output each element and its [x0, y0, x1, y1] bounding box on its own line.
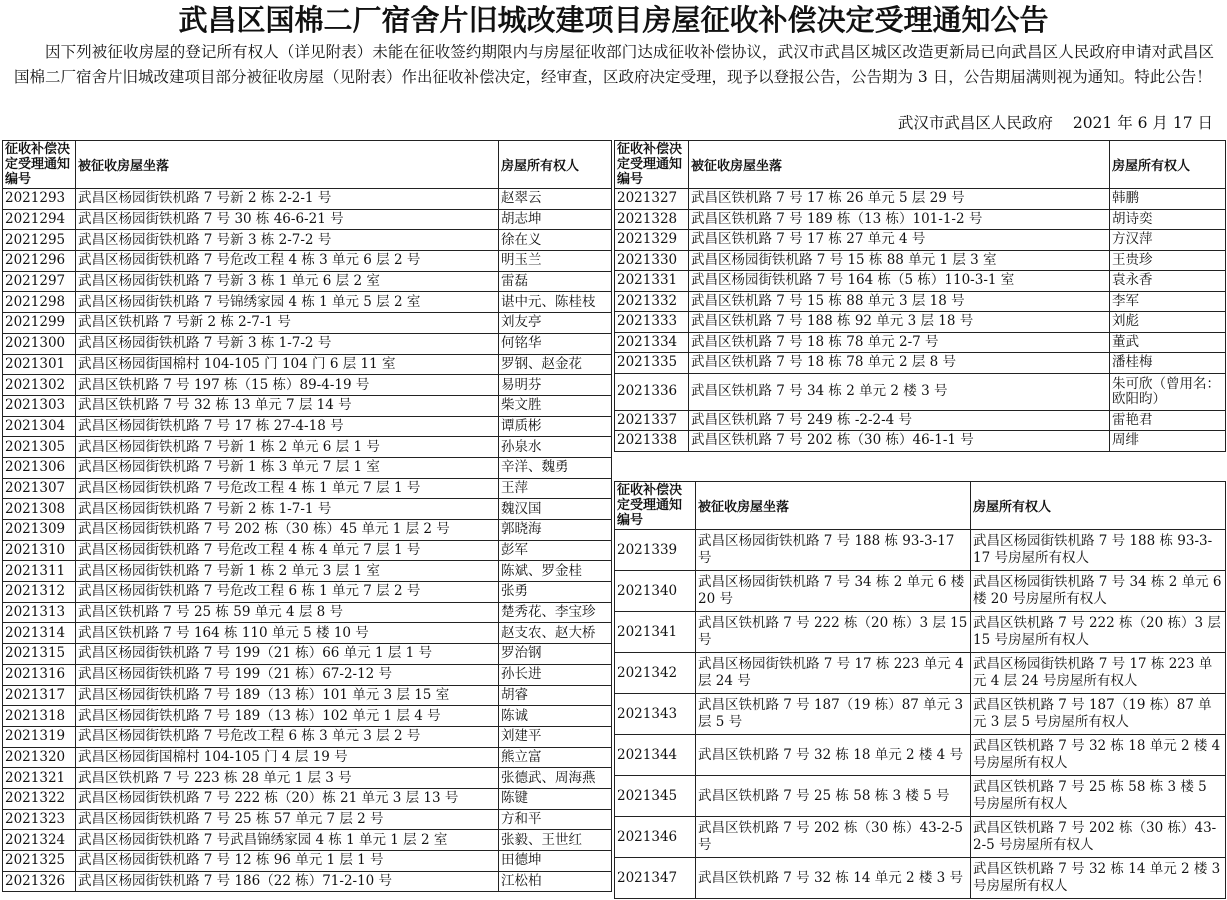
cell-owner: 张德武、周海燕 [499, 768, 612, 789]
cell-id: 2021344 [615, 735, 696, 776]
cell-owner: 刘彪 [1110, 312, 1226, 333]
cell-location: 武昌区铁机路 7 号 18 栋 78 单元 2 层 8 号 [689, 353, 1110, 374]
cell-id: 2021338 [615, 431, 689, 452]
table-row [3, 520, 612, 541]
table-row [3, 871, 612, 892]
cell-id: 2021315 [3, 644, 76, 665]
cell-location: 武昌区铁机路 7 号 202 栋（30 栋）46-1-1 号 [689, 431, 1110, 452]
cell-owner: 徐在义 [499, 230, 612, 251]
table-row [3, 706, 612, 727]
cell-location: 武昌区杨园街铁机路 7 号新 2 栋 1-7-1 号 [76, 499, 499, 520]
cell-owner: 武昌区铁机路 7 号 187（19 栋）87 单元 3 层 5 号房屋所有权人 [971, 694, 1226, 735]
header-location: 被征收房屋坐落 [76, 141, 499, 189]
cell-id: 2021319 [3, 726, 76, 747]
cell-id: 2021307 [3, 478, 76, 499]
cell-id: 2021299 [3, 313, 76, 334]
cell-location: 武昌区铁机路 7 号 32 栋 14 单元 2 楼 3 号 [696, 858, 971, 899]
cell-owner: 李军 [1110, 291, 1226, 312]
cell-location: 武昌区杨园街铁机路 7 号 199（21 栋）67-2-12 号 [76, 664, 499, 685]
cell-owner: 辛洋、魏勇 [499, 457, 612, 478]
cell-owner: 明玉兰 [499, 251, 612, 272]
cell-location: 武昌区杨园街铁机路 7 号锦绣家园 4 栋 1 单元 5 层 2 室 [76, 292, 499, 313]
cell-owner: 韩鹏 [1110, 189, 1226, 210]
cell-owner: 陈斌、罗金桂 [499, 561, 612, 582]
compensation-table-middle [614, 140, 1226, 452]
signature [878, 112, 1213, 134]
cell-owner: 武昌区杨园街铁机路 7 号 34 栋 2 单元 6 楼 20 号房屋所有权人 [971, 571, 1226, 612]
cell-owner: 武昌区杨园街铁机路 7 号 17 栋 223 单元 4 层 24 号房屋所有权人 [971, 653, 1226, 694]
table-row [615, 776, 1226, 817]
cell-owner: 周绯 [1110, 431, 1226, 452]
table-row [3, 582, 612, 603]
cell-owner: 武昌区铁机路 7 号 32 栋 14 单元 2 楼 3 号房屋所有权人 [971, 858, 1226, 899]
table-row [3, 189, 612, 210]
cell-id: 2021309 [3, 520, 76, 541]
cell-owner: 张毅、王世红 [499, 830, 612, 851]
compensation-table-left [2, 140, 612, 892]
cell-id: 2021296 [3, 251, 76, 272]
cell-location: 武昌区铁机路 7 号 189 栋（13 栋）101-1-2 号 [689, 209, 1110, 230]
cell-id: 2021326 [3, 871, 76, 892]
cell-location: 武昌区铁机路 7 号 197 栋（15 栋）89-4-19 号 [76, 375, 499, 396]
cell-location: 武昌区杨园街铁机路 7 号 15 栋 88 单元 1 层 3 室 [689, 250, 1110, 271]
cell-owner: 陈诚 [499, 706, 612, 727]
table-row [3, 375, 612, 396]
cell-id: 2021294 [3, 209, 76, 230]
cell-owner: 张勇 [499, 582, 612, 603]
cell-owner: 熊立富 [499, 747, 612, 768]
cell-id: 2021301 [3, 354, 76, 375]
cell-owner: 胡睿 [499, 685, 612, 706]
header-owner: 房屋所有权人 [1110, 141, 1226, 189]
cell-id: 2021328 [615, 209, 689, 230]
cell-location: 武昌区杨园街铁机路 7 号危改工程 6 栋 3 单元 3 层 2 号 [76, 726, 499, 747]
cell-location: 武昌区铁机路 7 号 32 栋 13 单元 7 层 14 号 [76, 395, 499, 416]
table-row [3, 230, 612, 251]
notice-body: 因下列被征收房屋的登记所有权人（详见附表）未能在征收签约期限内与房屋征收部门达成征收补偿协议，武汉市武昌区城区改造更新局已向武昌区人民政府申请对武昌区国棉二厂宿舍片旧城改建项目部分被征收房屋（见附表）作出征收补偿决定，经审查，区政府决定受理，现予以登报公告，公告期为 3 日，公告期届满则视为通知。特此公告！ [14, 43, 1214, 86]
cell-owner: 魏汉国 [499, 499, 612, 520]
cell-location: 武昌区铁机路 7 号 25 栋 58 栋 3 楼 5 号 [696, 776, 971, 817]
cell-location: 武昌区杨园街铁机路 7 号新 3 栋 1-7-2 号 [76, 333, 499, 354]
cell-location: 武昌区杨园街铁机路 7 号 189（13 栋）101 单元 3 层 15 室 [76, 685, 499, 706]
table-row [3, 644, 612, 665]
cell-owner: 潘桂梅 [1110, 353, 1226, 374]
cell-location: 武昌区杨园街铁机路 7 号 25 栋 57 单元 7 层 2 号 [76, 809, 499, 830]
issue-date: 2021 年 6 月 17 日 [1072, 114, 1213, 132]
table-row [615, 373, 1226, 410]
table-row [3, 251, 612, 272]
cell-id: 2021325 [3, 851, 76, 872]
cell-owner: 江松柏 [499, 871, 612, 892]
cell-owner: 楚秀花、李宝珍 [499, 602, 612, 623]
cell-id: 2021324 [3, 830, 76, 851]
table-row [615, 571, 1226, 612]
cell-location: 武昌区铁机路 7 号 164 栋 110 单元 5 楼 10 号 [76, 623, 499, 644]
table-row [615, 332, 1226, 353]
cell-location: 武昌区杨园街铁机路 7 号新 1 栋 2 单元 6 层 1 号 [76, 437, 499, 458]
cell-location: 武昌区杨园街铁机路 7 号 164 栋（5 栋）110-3-1 室 [689, 271, 1110, 292]
cell-id: 2021329 [615, 230, 689, 251]
cell-owner: 雷磊 [499, 271, 612, 292]
table-row [3, 209, 612, 230]
cell-owner: 何铭华 [499, 333, 612, 354]
cell-id: 2021322 [3, 788, 76, 809]
table-row [615, 250, 1226, 271]
cell-owner: 彭军 [499, 540, 612, 561]
cell-id: 2021313 [3, 602, 76, 623]
cell-id: 2021311 [3, 561, 76, 582]
cell-owner: 罗钢、赵金花 [499, 354, 612, 375]
cell-location: 武昌区铁机路 7 号 202 栋（30 栋）43-2-5 号 [696, 817, 971, 858]
cell-location: 武昌区杨园街铁机路 7 号 202 栋（30 栋）45 单元 1 层 2 号 [76, 520, 499, 541]
table-row [3, 395, 612, 416]
cell-owner: 孙长进 [499, 664, 612, 685]
cell-location: 武昌区杨园街铁机路 7 号 189（13 栋）102 单元 1 层 4 号 [76, 706, 499, 727]
table-row [3, 809, 612, 830]
header-id: 征收补偿决定受理通知编号 [3, 141, 76, 189]
cell-owner: 武昌区铁机路 7 号 222 栋（20 栋）3 层 15 号房屋所有权人 [971, 612, 1226, 653]
cell-id: 2021303 [3, 395, 76, 416]
table-row [615, 353, 1226, 374]
cell-id: 2021330 [615, 250, 689, 271]
cell-owner: 谭质彬 [499, 416, 612, 437]
cell-location: 武昌区杨园街铁机路 7 号危改工程 6 栋 1 单元 7 层 2 号 [76, 582, 499, 603]
cell-owner: 王贵珍 [1110, 250, 1226, 271]
cell-owner: 袁永香 [1110, 271, 1226, 292]
cell-owner: 武昌区铁机路 7 号 202 栋（30 栋）43-2-5 号房屋所有权人 [971, 817, 1226, 858]
cell-owner: 武昌区铁机路 7 号 32 栋 18 单元 2 楼 4 号房屋所有权人 [971, 735, 1226, 776]
table-row [3, 313, 612, 334]
header-location: 被征收房屋坐落 [696, 482, 971, 530]
table-row [3, 333, 612, 354]
cell-id: 2021347 [615, 858, 696, 899]
cell-id: 2021343 [615, 694, 696, 735]
table-header-row [3, 141, 612, 189]
header-owner: 房屋所有权人 [499, 141, 612, 189]
table-header-row [615, 482, 1226, 530]
table-row [615, 291, 1226, 312]
cell-owner: 孙泉水 [499, 437, 612, 458]
cell-owner: 刘建平 [499, 726, 612, 747]
cell-location: 武昌区铁机路 7 号 25 栋 59 单元 4 层 8 号 [76, 602, 499, 623]
table-row [3, 416, 612, 437]
cell-location: 武昌区铁机路 7 号 34 栋 2 单元 2 楼 3 号 [689, 373, 1110, 410]
cell-location: 武昌区铁机路 7 号 17 栋 27 单元 4 号 [689, 230, 1110, 251]
cell-location: 武昌区铁机路 7 号 223 栋 28 单元 1 层 3 号 [76, 768, 499, 789]
table-row [3, 768, 612, 789]
cell-owner: 谌中元、陈桂枝 [499, 292, 612, 313]
table-row [615, 817, 1226, 858]
cell-id: 2021335 [615, 353, 689, 374]
cell-id: 2021293 [3, 189, 76, 210]
table-row [3, 685, 612, 706]
table-row [3, 499, 612, 520]
notice-title: 武昌区国棉二厂宿舍片旧城改建项目房屋征收补偿决定受理通知公告 [178, 3, 1049, 37]
cell-owner: 易明芬 [499, 375, 612, 396]
cell-location: 武昌区杨园街国棉村 104-105 门 4 层 19 号 [76, 747, 499, 768]
cell-location: 武昌区杨园街铁机路 7 号 12 栋 96 单元 1 层 1 号 [76, 851, 499, 872]
cell-owner: 武昌区铁机路 7 号 25 栋 58 栋 3 楼 5 号房屋所有权人 [971, 776, 1226, 817]
table-row [615, 694, 1226, 735]
cell-location: 武昌区铁机路 7 号 222 栋（20 栋）3 层 15 号 [696, 612, 971, 653]
cell-location: 武昌区铁机路 7 号 187（19 栋）87 单元 3 层 5 号 [696, 694, 971, 735]
table-row [615, 431, 1226, 452]
cell-location: 武昌区杨园街铁机路 7 号武昌锦绣家园 4 栋 1 单元 1 层 2 室 [76, 830, 499, 851]
cell-id: 2021298 [3, 292, 76, 313]
cell-id: 2021297 [3, 271, 76, 292]
cell-id: 2021308 [3, 499, 76, 520]
cell-id: 2021334 [615, 332, 689, 353]
compensation-table-right [614, 481, 1226, 899]
cell-location: 武昌区杨园街铁机路 7 号 34 栋 2 单元 6 楼 20 号 [696, 571, 971, 612]
cell-location: 武昌区杨园街铁机路 7 号新 1 栋 2 单元 3 层 1 室 [76, 561, 499, 582]
cell-id: 2021342 [615, 653, 696, 694]
cell-location: 武昌区杨园街铁机路 7 号 17 栋 223 单元 4 层 24 号 [696, 653, 971, 694]
cell-location: 武昌区杨园街铁机路 7 号危改工程 4 栋 4 单元 7 层 1 号 [76, 540, 499, 561]
cell-location: 武昌区铁机路 7 号 17 栋 26 单元 5 层 29 号 [689, 189, 1110, 210]
table-row [615, 530, 1226, 571]
cell-owner: 柴文胜 [499, 395, 612, 416]
cell-location: 武昌区杨园街铁机路 7 号危改工程 4 栋 1 单元 7 层 1 号 [76, 478, 499, 499]
cell-location: 武昌区杨园街铁机路 7 号 222 栋（20）栋 21 单元 3 层 13 号 [76, 788, 499, 809]
cell-id: 2021346 [615, 817, 696, 858]
cell-location: 武昌区杨园街铁机路 7 号新 3 栋 1 单元 6 层 2 室 [76, 271, 499, 292]
table-row [615, 612, 1226, 653]
cell-id: 2021305 [3, 437, 76, 458]
cell-id: 2021321 [3, 768, 76, 789]
table-row [3, 788, 612, 809]
table-row [615, 653, 1226, 694]
cell-id: 2021318 [3, 706, 76, 727]
cell-id: 2021302 [3, 375, 76, 396]
cell-owner: 董武 [1110, 332, 1226, 353]
table-row [3, 830, 612, 851]
cell-location: 武昌区铁机路 7 号 18 栋 78 单元 2-7 号 [689, 332, 1110, 353]
table-row [615, 209, 1226, 230]
cell-owner: 胡诗奕 [1110, 209, 1226, 230]
cell-owner: 赵支农、赵大桥 [499, 623, 612, 644]
cell-location: 武昌区杨园街铁机路 7 号 188 栋 93-3-17 号 [696, 530, 971, 571]
cell-id: 2021341 [615, 612, 696, 653]
cell-id: 2021337 [615, 410, 689, 431]
cell-id: 2021317 [3, 685, 76, 706]
cell-owner: 方和平 [499, 809, 612, 830]
cell-owner: 陈键 [499, 788, 612, 809]
cell-location: 武昌区杨园街铁机路 7 号 199（21 栋）66 单元 1 层 1 号 [76, 644, 499, 665]
cell-owner: 武昌区杨园街铁机路 7 号 188 栋 93-3-17 号房屋所有权人 [971, 530, 1226, 571]
cell-id: 2021310 [3, 540, 76, 561]
cell-location: 武昌区杨园街铁机路 7 号新 3 栋 2-7-2 号 [76, 230, 499, 251]
cell-id: 2021339 [615, 530, 696, 571]
cell-id: 2021332 [615, 291, 689, 312]
cell-location: 武昌区杨园街铁机路 7 号 30 栋 46-6-21 号 [76, 209, 499, 230]
table-row [3, 602, 612, 623]
table-row [615, 312, 1226, 333]
issuer: 武汉市武昌区人民政府 [897, 114, 1053, 132]
header-id: 征收补偿决定受理通知编号 [615, 141, 689, 189]
cell-id: 2021323 [3, 809, 76, 830]
table-row [615, 735, 1226, 776]
cell-location: 武昌区杨园街铁机路 7 号新 2 栋 2-2-1 号 [76, 189, 499, 210]
cell-owner: 刘友亭 [499, 313, 612, 334]
table-row [615, 410, 1226, 431]
cell-owner: 郭晓海 [499, 520, 612, 541]
cell-location: 武昌区铁机路 7 号 32 栋 18 单元 2 楼 4 号 [696, 735, 971, 776]
table-header-row [615, 141, 1226, 189]
table-row [3, 354, 612, 375]
cell-location: 武昌区杨园街铁机路 7 号新 1 栋 3 单元 7 层 1 室 [76, 457, 499, 478]
cell-id: 2021295 [3, 230, 76, 251]
cell-location: 武昌区杨园街铁机路 7 号 17 栋 27-4-18 号 [76, 416, 499, 437]
table-row [3, 292, 612, 313]
cell-location: 武昌区杨园街铁机路 7 号 186（22 栋）71-2-10 号 [76, 871, 499, 892]
cell-id: 2021336 [615, 373, 689, 410]
cell-id: 2021327 [615, 189, 689, 210]
table-row [3, 664, 612, 685]
cell-id: 2021304 [3, 416, 76, 437]
cell-owner: 胡志坤 [499, 209, 612, 230]
header-owner: 房屋所有权人 [971, 482, 1226, 530]
cell-location: 武昌区杨园街国棉村 104-105 门 104 门 6 层 11 室 [76, 354, 499, 375]
cell-id: 2021331 [615, 271, 689, 292]
cell-owner: 方汉萍 [1110, 230, 1226, 251]
table-row [3, 851, 612, 872]
cell-owner: 雷艳君 [1110, 410, 1226, 431]
cell-location: 武昌区铁机路 7 号 249 栋 -2-2-4 号 [689, 410, 1110, 431]
table-row [3, 271, 612, 292]
cell-owner: 罗治钢 [499, 644, 612, 665]
cell-owner: 王萍 [499, 478, 612, 499]
header-location: 被征收房屋坐落 [689, 141, 1110, 189]
cell-location: 武昌区铁机路 7 号 15 栋 88 单元 3 层 18 号 [689, 291, 1110, 312]
header-id: 征收补偿决定受理通知编号 [615, 482, 696, 530]
cell-id: 2021306 [3, 457, 76, 478]
cell-id: 2021320 [3, 747, 76, 768]
cell-id: 2021314 [3, 623, 76, 644]
table-row [615, 858, 1226, 899]
cell-id: 2021345 [615, 776, 696, 817]
cell-location: 武昌区铁机路 7 号新 2 栋 2-7-1 号 [76, 313, 499, 334]
cell-id: 2021312 [3, 582, 76, 603]
table-row [3, 478, 612, 499]
cell-location: 武昌区铁机路 7 号 188 栋 92 单元 3 层 18 号 [689, 312, 1110, 333]
table-row [3, 457, 612, 478]
table-row [615, 189, 1226, 210]
table-row [3, 561, 612, 582]
table-row [3, 726, 612, 747]
cell-location: 武昌区杨园街铁机路 7 号危改工程 4 栋 3 单元 6 层 2 号 [76, 251, 499, 272]
cell-owner: 田德坤 [499, 851, 612, 872]
cell-owner: 朱可欣（曾用名：欧阳昀） [1110, 373, 1226, 410]
table-row [3, 747, 612, 768]
table-row [3, 437, 612, 458]
table-row [615, 230, 1226, 251]
cell-owner: 赵翠云 [499, 189, 612, 210]
table-row [3, 623, 612, 644]
table-row [615, 271, 1226, 292]
cell-id: 2021333 [615, 312, 689, 333]
cell-id: 2021300 [3, 333, 76, 354]
cell-id: 2021340 [615, 571, 696, 612]
cell-id: 2021316 [3, 664, 76, 685]
table-row [3, 540, 612, 561]
